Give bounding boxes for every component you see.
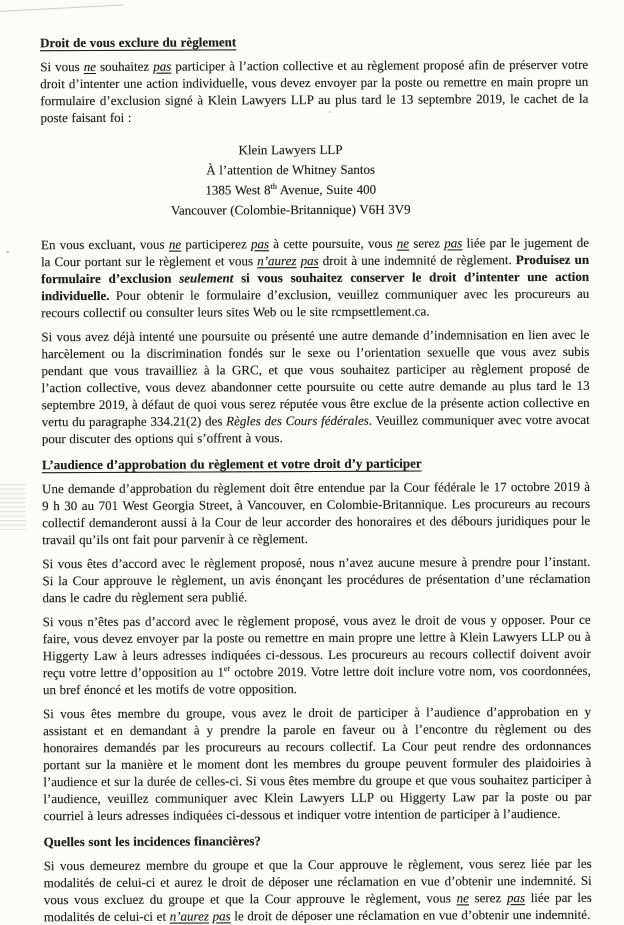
para-member-participation: Si vous êtes membre du groupe, vous avez le droit de participer à l’audience d’approbation en y assistant et en demandant à y prendre la parole en faveur ou à l’encontre du règlement ou des honoraires demandés par les procureurs au recours collectif. La Cour peut rendre des ordonnances portant sur la manière et le moment dont les membres du groupe peuvent formuler des plaidoiries à l’audience et sur la durée de celles-ci. Si vous êtes membre du groupe et que vous souhaitez participer à l’audience, veuillez communiquer avec Klein Lawyers LLP ou Higgerty Law par la poste ou par courriel à leurs adresses indiquées ci-dessous et indiquer votre intention de participer à l’audience. xyxy=(42,703,592,824)
para-optout-instructions xyxy=(40,56,588,126)
text-segment: pas xyxy=(212,908,231,924)
text-segment: serez xyxy=(409,235,445,251)
heading-financial-implications: Quelles sont les incidences financières? xyxy=(43,833,261,850)
text-segment: participerez xyxy=(181,236,252,252)
para-exclusion-effect xyxy=(41,234,589,321)
text-segment: En vous excluant, vous xyxy=(40,236,169,253)
document-body-text xyxy=(40,32,592,925)
text-segment: Si vous xyxy=(40,59,84,75)
para-other-claims xyxy=(41,326,590,447)
para-if-you-agree: Si vous êtes d’accord avec le règlement proposé, nous n’avez aucune mesure à prendre pour l’instant. Si la Cour approuve le règlement, un avis énonçant les procédures de présentation d’une réclamation dans le cadre du règlement sera publié. xyxy=(42,553,591,606)
scan-artifact-top-line xyxy=(0,4,124,12)
text-segment: liée par les modalités de celui-ci et xyxy=(43,889,592,925)
text-segment: ne xyxy=(456,890,469,906)
address-attention-line: À l’attention de Whitney Santos xyxy=(206,161,376,178)
text-segment: participer à l’action collective et au règlement proposé afin de préserver votre droit d’intenter une action individuelle, vous devez envoyer par la poste ou remettre en main propre un formulaire d’exclusion signé à Klein Lawyers LLP au plus tard le 13 septembre 2019, le cachet de la poste faisant foi : xyxy=(40,56,589,126)
text-segment: octobre 2019. Votre lettre doit inclure votre nom, vos coordonnées, un bref énoncé et les motifs de votre opposition. xyxy=(42,662,591,698)
text-segment: Produisez un formulaire d’exclusion xyxy=(41,251,590,287)
address-street-rest: Avenue, Suite 400 xyxy=(276,181,377,198)
text-segment: si vous souhaitez conserver le droit d’intenter une action individuelle. xyxy=(41,268,590,304)
scan-artifact-margin-smudge xyxy=(0,484,26,530)
heading-approval-hearing: L’audience d’approbation du règlement et votre droit d’y participer xyxy=(41,455,422,473)
text-segment: le droit de déposer une réclamation en vue d’obtenir une indemnité. xyxy=(230,906,591,924)
text-segment: n’aurez xyxy=(257,253,297,269)
text-segment: pas xyxy=(250,236,270,252)
text-segment: seulement xyxy=(179,270,234,286)
text-segment: Si vous avez déjà intenté une poursuite ou présenté une autre demande d’indemnisation en lien avec le harcèlement ou la discrimination fondés sur le sexe ou l’orientation sexuelle que vous avez subis pendant que vous travailliez à la GRC, et que vous souhaitez participer au règlement proposé de l’action collective, vous devez abandonner cette poursuite ou cette autre demande au plus tard le 13 septembre 2019, à défaut de quoi vous serez réputée vous être exclue de la présente action collective en vertu du paragraphe 334.21(2) des xyxy=(41,326,590,430)
text-segment: Si vous n’êtes pas d’accord avec le règlement proposé, vous avez le droit de vous y opposer. Pour ce faire, vous devez envoyer par la poste ou remettre en main propre une lettre à Klein Lawyers LLP ou à Higgerty Law à leurs adresses indiquées ci-dessous. Les procureurs au recours collectif doivent avoir reçu votre lettre d’opposition au 1 xyxy=(42,611,591,681)
address-street-line xyxy=(41,179,541,201)
address-street-number: 1385 West 8 xyxy=(205,182,271,198)
scan-artifact-speck xyxy=(6,251,9,253)
mailing-address-block xyxy=(41,139,541,221)
address-firm-name: Klein Lawyers LLP xyxy=(238,141,343,158)
para-hearing-details: Une demande d’approbation du règlement doit être entendue par la Cour fédérale le 17 octobre 2019 à 9 h 30 au 701 West Georgia Street, à Vancouver, en Colombie-Britannique. Les procureurs au recours collectif demanderont aussi à la Cour de leur accorder des honoraires et des débours juridiques pour le travail qu’ils ont fait pour parvenir à ce règlement. xyxy=(42,478,591,548)
text-segment: Pour obtenir le formulaire d’exclusion, veuillez communiquer avec les procureurs au recours collectif ou consulter leurs sites Web ou le site rcmpsettlement.ca. xyxy=(41,285,590,321)
para-objection-process xyxy=(43,611,591,698)
text-segment: liée par le jugement de la Cour portant sur le règlement et vous xyxy=(41,234,590,270)
text-segment: droit à une indemnité de règlement. xyxy=(318,252,516,268)
text-segment: n’aurez xyxy=(169,908,209,924)
text-segment: pas xyxy=(444,235,463,251)
para-financial-consequences xyxy=(44,855,592,925)
text-segment: Règles des Cours fédérales xyxy=(226,412,369,429)
text-segment: à cette poursuite, vous xyxy=(269,235,397,252)
text-segment: souhaitez xyxy=(95,58,154,74)
text-segment: serez xyxy=(468,890,507,906)
text-segment: ne xyxy=(83,58,97,75)
ordinal-suffix: th xyxy=(270,181,277,191)
text-segment: pas xyxy=(506,890,526,906)
text-segment: pas xyxy=(300,252,319,269)
heading-opt-out-right: Droit de vous exclure du règlement xyxy=(40,34,237,51)
text-segment: er xyxy=(223,664,231,674)
text-segment: Si vous demeurez membre du groupe et que la Cour approuve le règlement, vous serez liée par les modalités de celui-ci et aurez le droit de déposer une réclamation en vue d’obtenir une indemnité. Si vous vous excluez du groupe et que la Cour approuve le règlement, vous xyxy=(43,855,592,908)
text-segment: . Veuillez communiquer avec votre avocat pour discuter des options qui s’offrent à vous. xyxy=(41,411,590,447)
address-city-line: Vancouver (Colombie-Britannique) V6H 3V9 xyxy=(170,201,411,218)
text-segment: pas xyxy=(153,58,172,74)
text-segment: ne xyxy=(396,235,410,251)
text-segment: ne xyxy=(168,236,182,252)
